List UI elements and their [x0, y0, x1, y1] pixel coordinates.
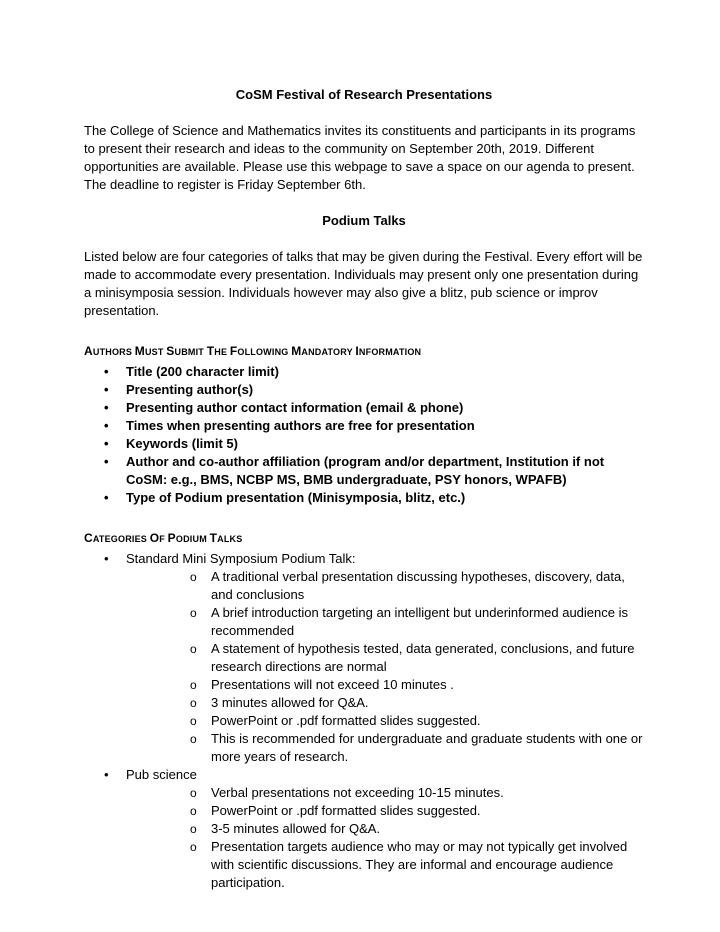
list-item: o A brief introduction targeting an intelligent but underinformed audience is recommended — [190, 605, 628, 638]
circle-bullet-icon: o — [190, 570, 197, 584]
document-page — [84, 86, 644, 892]
list-item: o 3-5 minutes allowed for Q&A. — [190, 821, 381, 836]
list-item: • Type of Podium presentation (Minisymposia, blitz, etc.) — [104, 490, 466, 505]
bullet-icon: • — [104, 436, 109, 451]
intro-paragraph: The College of Science and Mathematics invites its constituents and participants in its programs to present their research and ideas to the community on September 20th, 2019. Different opportunities are available. Please use this webpage to save a space on our agenda to present. The deadline to register is Friday September 6th. — [84, 123, 636, 192]
bullet-icon: • — [104, 382, 109, 397]
list-item: o Presentation targets audience who may or may not typically get involved with scientific discussions. They are informal and encourage audience participation. — [190, 839, 628, 890]
authors-list — [84, 363, 644, 507]
list-item: o PowerPoint or .pdf formatted slides suggested. — [190, 803, 481, 818]
list-item: • Keywords (limit 5) — [104, 436, 238, 451]
list-item: • Title (200 character limit) — [104, 364, 279, 379]
category-sublist — [126, 784, 644, 892]
bullet-icon: • — [104, 418, 109, 433]
circle-bullet-icon: o — [190, 696, 197, 710]
list-item: • Times when presenting authors are free for presentation — [104, 418, 475, 433]
list-item: o Verbal presentations not exceeding 10-15 minutes. — [190, 785, 504, 800]
document-title: CoSM Festival of Research Presentations — [235, 87, 493, 102]
list-item: o Presentations will not exceed 10 minutes . — [190, 677, 454, 692]
authors-heading-text: AUTHORS MUST SUBMIT THE FOLLOWING MANDATORY INFORMATION — [84, 344, 422, 358]
bullet-icon: • — [104, 454, 109, 469]
category-label: Standard Mini Symposium Podium Talk: — [126, 551, 356, 566]
circle-bullet-icon: o — [190, 714, 197, 728]
list-item: • Author and co-author affiliation (program and/or department, Institution if not CoSM: e.g., BMS, NCBP MS, BMB undergraduate, PSY honors, WPAFB) — [104, 454, 605, 487]
category-sublist — [126, 568, 644, 766]
list-item: • Presenting author(s) — [104, 382, 254, 397]
circle-bullet-icon: o — [190, 642, 197, 656]
list-item: • Presenting author contact information (email & phone) — [104, 400, 464, 415]
circle-bullet-icon: o — [190, 678, 197, 692]
bullet-icon: • — [104, 767, 109, 782]
categories-heading — [84, 529, 644, 548]
bullet-icon: • — [104, 364, 109, 379]
bullet-icon: • — [104, 551, 109, 566]
circle-bullet-icon: o — [190, 804, 197, 818]
podium-talks-heading: Podium Talks — [322, 213, 406, 228]
categories-list — [84, 550, 644, 892]
circle-bullet-icon: o — [190, 840, 197, 854]
list-item: o A statement of hypothesis tested, data generated, conclusions, and future research directions are normal — [190, 641, 635, 674]
list-item: o 3 minutes allowed for Q&A. — [190, 695, 369, 710]
category-label: Pub science — [126, 767, 197, 782]
category-item — [84, 550, 644, 766]
categories-heading-text: CATEGORIES OF PODIUM TALKS — [84, 531, 243, 545]
circle-bullet-icon: o — [190, 606, 197, 620]
list-item: o A traditional verbal presentation discussing hypotheses, discovery, data, and conclusions — [190, 569, 625, 602]
bullet-icon: • — [104, 490, 109, 505]
category-item — [84, 766, 644, 892]
circle-bullet-icon: o — [190, 786, 197, 800]
bullet-icon: • — [104, 400, 109, 415]
circle-bullet-icon: o — [190, 732, 197, 746]
authors-heading — [84, 342, 644, 361]
list-item: o PowerPoint or .pdf formatted slides suggested. — [190, 713, 481, 728]
list-item: o This is recommended for undergraduate and graduate students with one or more years of research. — [190, 731, 643, 764]
podium-intro-paragraph: Listed below are four categories of talks that may be given during the Festival. Every effort will be made to accommodate every presentation. Individuals may present only one presentation during a minisymposia session. Individuals however may also give a blitz, pub science or improv presentation. — [84, 249, 643, 318]
circle-bullet-icon: o — [190, 822, 197, 836]
